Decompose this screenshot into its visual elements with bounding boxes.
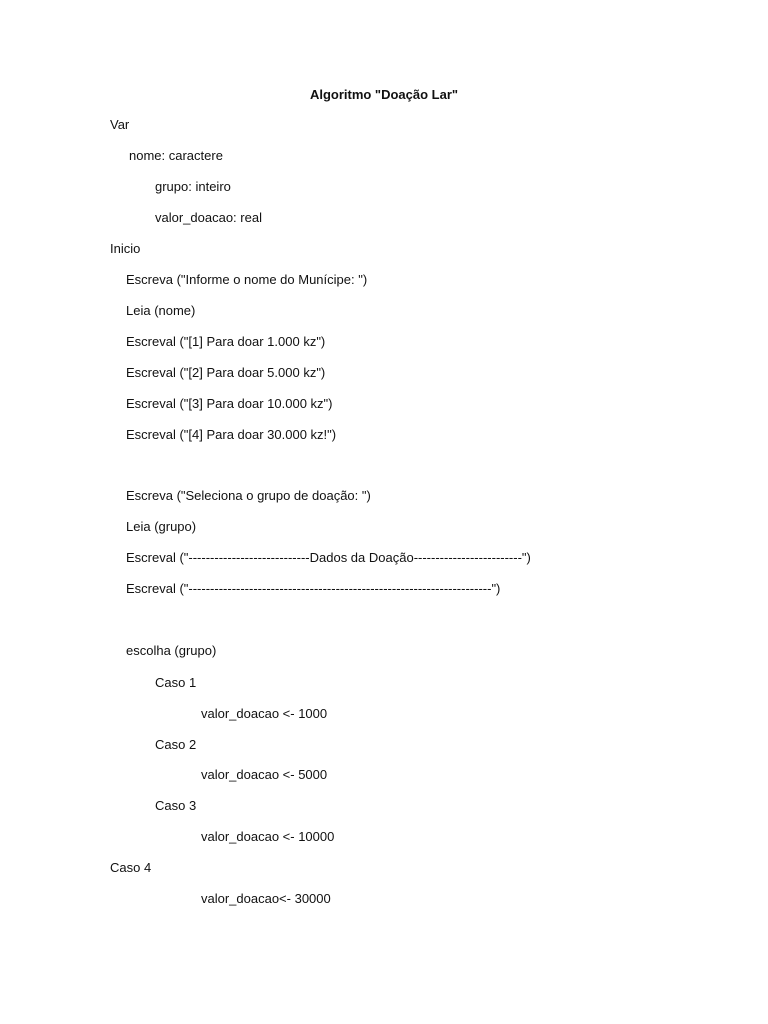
code-line-valor-1: valor_doacao <- 1000 (201, 706, 328, 721)
code-line-escreval-dados: Escreval ("----------------------------Dados da Doação-------------------------") (126, 550, 531, 565)
code-line-escolha: escolha (grupo) (126, 643, 217, 658)
code-line-valor-doacao: valor_doacao: real (155, 210, 262, 225)
code-line-var: Var (110, 117, 130, 132)
code-line-escreval-4: Escreval ("[4] Para doar 30.000 kz!") (126, 427, 337, 442)
code-line-escreval-2: Escreval ("[2] Para doar 5.000 kz") (126, 365, 326, 380)
code-line-caso-4: Caso 4 (110, 860, 152, 875)
code-line-valor-2: valor_doacao <- 5000 (201, 767, 328, 782)
code-line-grupo: grupo: inteiro (155, 179, 231, 194)
code-line-escreva-grupo: Escreva ("Seleciona o grupo de doação: ") (126, 488, 371, 503)
code-line-escreva-nome: Escreva ("Informe o nome do Munícipe: ") (126, 272, 368, 287)
code-line-leia-nome: Leia (nome) (126, 303, 196, 318)
code-line-valor-3: valor_doacao <- 10000 (201, 829, 335, 844)
code-line-valor-4: valor_doacao<- 30000 (201, 891, 331, 906)
code-line-escreval-3: Escreval ("[3] Para doar 10.000 kz") (126, 396, 333, 411)
code-line-escreval-1: Escreval ("[1] Para doar 1.000 kz") (126, 334, 326, 349)
code-line-caso-1: Caso 1 (155, 675, 197, 690)
code-line-caso-2: Caso 2 (155, 737, 197, 752)
code-line-caso-3: Caso 3 (155, 798, 197, 813)
code-line-escreval-separador: Escreval ("----------------------------------------------------------------------") (126, 581, 501, 596)
code-line-nome: nome: caractere (129, 148, 223, 163)
code-line-leia-grupo: Leia (grupo) (126, 519, 197, 534)
code-line-inicio: Inicio (110, 241, 141, 256)
document-title: Algoritmo "Doação Lar" (309, 87, 459, 102)
